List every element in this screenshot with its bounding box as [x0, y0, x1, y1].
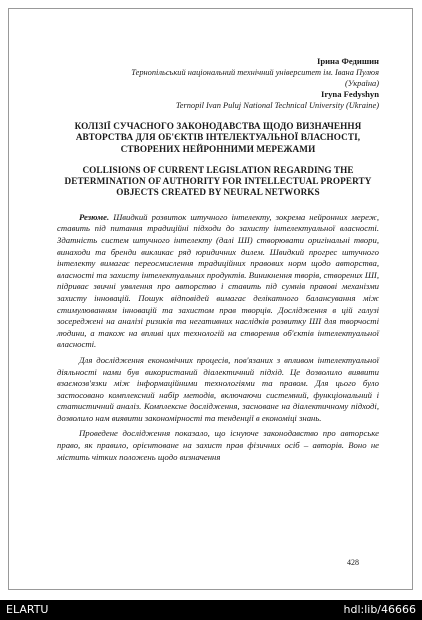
author-block-en [57, 89, 379, 111]
author-name-en: Iryna Fedyshyn [320, 89, 379, 99]
abstract-paragraph-1 [57, 212, 379, 351]
abstract [57, 212, 379, 463]
handle-identifier[interactable]: hdl:lib/46666 [343, 603, 416, 616]
abstract-paragraph-3: Проведене дослідження показало, що існуюче законодавство про авторське право, як правило, орієнтоване на захист прав фізичних осіб – авторів. Воно не містить чітких положень щодо визначення [57, 428, 379, 462]
affiliation-uk [57, 67, 379, 89]
abstract-label: Резюме. [79, 211, 110, 222]
page-number: 428 [347, 558, 359, 567]
author-name-uk: Ірина Федишин [316, 56, 379, 66]
affiliation-en: Ternopil Ivan Puluj National Technical University (Ukraine) [175, 101, 379, 110]
affiliation-uk-line1: Тернопільський національний технічний університет ім. Івана Пулюя [131, 68, 379, 77]
title-uk: КОЛІЗІЇ СУЧАСНОГО ЗАКОНОДАВСТВА ЩОДО ВИЗНАЧЕННЯ АВТОРСТВА ДЛЯ ОБ'ЄКТІВ ІНТЕЛЕКТУАЛЬНОЇ ВЛАСНОСТІ, СТВОРЕНИХ НЕЙРОННИМИ МЕРЕЖАМИ [74, 121, 362, 154]
page-frame [8, 8, 413, 590]
page-content [57, 9, 379, 463]
affiliation-uk-line2: (Україна) [345, 79, 379, 88]
repository-name: ELARTU [6, 603, 49, 616]
abstract-paragraph-2: Для дослідження економічних процесів, пов'язаних з впливом інтелектуальної діяльності нами був використаний діалектичний підхід. Це дозволило виявити взаємозв'язки між інформаційними технологіями та правом. Для цього було застосовано комплексний набір методів, включаючи системний, функціональний і статистичний аналіз. Комплексне дослідження, засноване на діалектичному підході, дозволило нам виявити закономірності та тенденції в економіці знань. [57, 354, 379, 423]
abstract-paragraph-1-text: Швидкий розвиток штучного інтелекту, зокрема нейронних мереж, ставить під питання традиційні підходи до захисту інтелектуальної власності. Здатність систем штучного інтелекту (далі ШІ) створювати оригінальні твори, винаходи та бренди викликає ряд юридичних дилем. Швидкий прогрес штучного інтелекту вимагає переосмислення традиційних правових норм щодо авторства, власності та захисту інтелектуальних продуктів. Виникнення творів, створених ШІ, підриває звичні уявлення про авторство і ставить під сумнів правові механізми захисту інновацій. Пошук відповідей вимагає делікатного балансування між стимулюванням інновацій та захистом прав творців. Дослідження в цій галузі зосереджені на аналізі ризиків та негативних наслідків розвитку ШІ для творчості людини, а також на впливі цих технологій на створення об'єктів інтелектуальної власності. [57, 211, 380, 350]
footer-bar [0, 600, 422, 620]
title-en: COLLISIONS OF CURRENT LEGISLATION REGARDING THE DETERMINATION OF AUTHORITY FOR INTELLECTUAL PROPERTY OBJECTS CREATED BY NEURAL NETWORKS [64, 164, 372, 198]
author-block-uk [57, 56, 379, 89]
